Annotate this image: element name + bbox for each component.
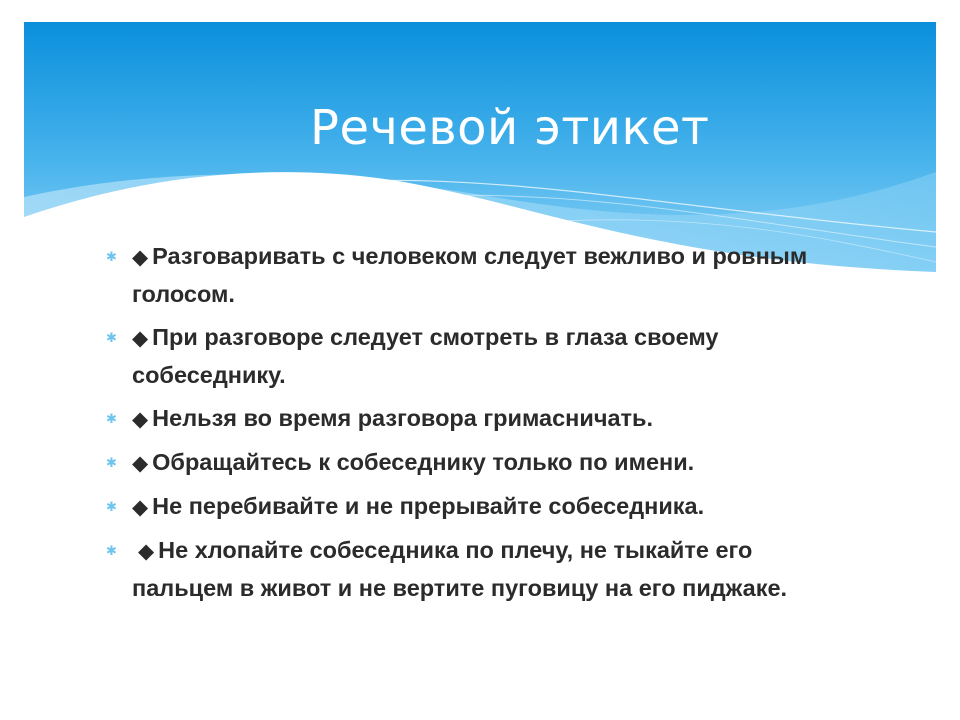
black-diamond-icon: ◆ <box>132 452 149 475</box>
black-diamond-icon: ◆ <box>132 496 149 519</box>
list-item <box>100 444 840 482</box>
asterisk-bullet-icon: ✱ <box>106 543 117 558</box>
asterisk-bullet-icon: ✱ <box>106 249 117 264</box>
list-item-text: Не перебивайте и не прерывайте собеседника. <box>152 493 705 519</box>
list-item <box>100 400 840 438</box>
asterisk-bullet-icon: ✱ <box>106 411 117 426</box>
list-item-text: Разговаривать с человеком следует вежливо и ровным голосом. <box>132 243 808 307</box>
black-diamond-icon: ◆ <box>132 408 149 431</box>
list-item-text: При разговоре следует смотреть в глаза своему собеседнику. <box>132 324 719 388</box>
list-item <box>100 532 840 607</box>
asterisk-bullet-icon: ✱ <box>106 455 117 470</box>
bullet-list <box>100 238 840 613</box>
list-item <box>100 319 840 394</box>
list-item-text: Обращайтесь к собеседнику только по имени. <box>152 449 695 475</box>
list-item <box>100 488 840 526</box>
list-item-text: Не хлопайте собеседника по плечу, не тыкайте его пальцем в живот и не вертите пуговицу на его пиджаке. <box>132 537 788 601</box>
asterisk-bullet-icon: ✱ <box>106 330 117 345</box>
asterisk-bullet-icon: ✱ <box>106 499 117 514</box>
slide-title: Речевой этикет <box>310 100 710 156</box>
black-diamond-icon: ◆ <box>132 246 149 269</box>
black-diamond-icon: ◆ <box>132 327 149 350</box>
list-item <box>100 238 840 313</box>
header-banner <box>24 22 936 272</box>
black-diamond-icon: ◆ <box>138 540 155 563</box>
list-item-text: Нельзя во время разговора гримасничать. <box>152 405 654 431</box>
